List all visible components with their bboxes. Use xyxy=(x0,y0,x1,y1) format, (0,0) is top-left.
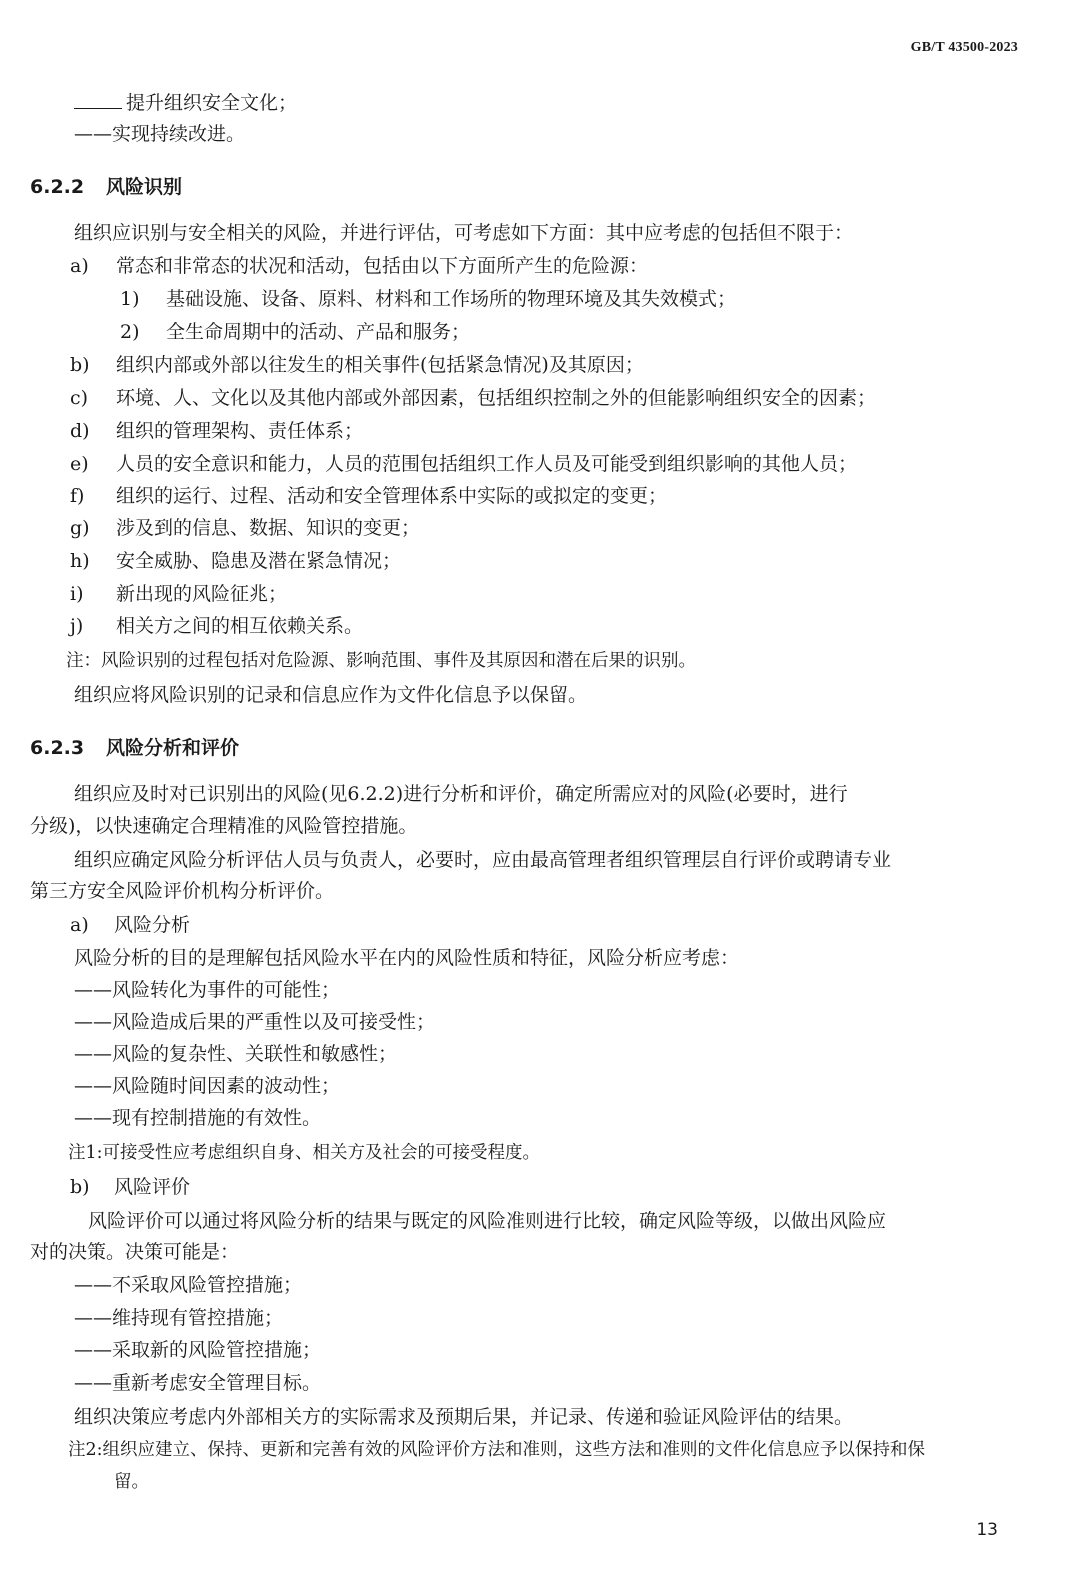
list-item: i) 新出现的风险征兆； xyxy=(70,583,288,605)
list-item: ——实现持续改进。 xyxy=(74,123,246,145)
subsection-heading: b) 风险评价 xyxy=(70,1176,191,1198)
standard-code: GB/T 43500-2023 xyxy=(910,40,1018,55)
note: 留。 xyxy=(114,1472,149,1492)
note: 注：风险识别的过程包括对危险源、影响范围、事件及其原因和潜在后果的识别。 xyxy=(66,651,696,671)
list-item: ——维持现有管控措施； xyxy=(74,1307,284,1329)
paragraph: 风险分析的目的是理解包括风险水平在内的风险性质和特征，风险分析应考虑： xyxy=(74,947,740,969)
list-item: 1) 基础设施、设备、原料、材料和工作场所的物理环境及其失效模式； xyxy=(120,288,737,310)
paragraph: 对的决策。决策可能是： xyxy=(30,1241,240,1263)
list-item: g) 涉及到的信息、数据、知识的变更； xyxy=(70,517,421,539)
subsection-heading: a) 风险分析 xyxy=(70,914,191,936)
list-item: ——风险的复杂性、关联性和敏感性； xyxy=(74,1043,398,1065)
paragraph: 第三方安全风险评价机构分析评价。 xyxy=(30,880,335,902)
list-item: ——风险随时间因素的波动性； xyxy=(74,1075,341,1097)
paragraph: 组织应确定风险分析评估人员与负责人，必要时，应由最高管理者组织管理层自行评价或聘请专业 xyxy=(74,849,892,871)
list-item: d) 组织的管理架构、责任体系； xyxy=(70,420,364,442)
list-item: ——采取新的风险管控措施； xyxy=(74,1339,322,1361)
list-item: ——风险转化为事件的可能性； xyxy=(74,979,341,1001)
list-item: c) 环境、人、文化以及其他内部或外部因素，包括组织控制之外的但能影响组织安全的因素； xyxy=(70,387,877,409)
list-item: 提升组织安全文化； xyxy=(74,90,297,115)
list-item: b) 组织内部或外部以往发生的相关事件(包括紧急情况)及其原因； xyxy=(70,354,644,376)
section-heading-6-2-2: 6.2.2 风险识别 xyxy=(30,176,183,198)
list-item: h) 安全威胁、隐患及潜在紧急情况； xyxy=(70,550,402,572)
paragraph: 组织应将风险识别的记录和信息应作为文件化信息予以保留。 xyxy=(74,684,588,706)
list-item: ——重新考虑安全管理目标。 xyxy=(74,1372,322,1394)
list-item: ——风险造成后果的严重性以及可接受性； xyxy=(74,1011,436,1033)
list-item: f) 组织的运行、过程、活动和安全管理体系中实际的或拟定的变更； xyxy=(70,485,668,507)
paragraph: 组织应识别与安全相关的风险，并进行评估，可考虑如下方面：其中应考虑的包括但不限于： xyxy=(74,222,854,244)
paragraph: 组织决策应考虑内外部相关方的实际需求及预期后果，并记录、传递和验证风险评估的结果。 xyxy=(74,1406,854,1428)
paragraph: 组织应及时对已识别出的风险(见6.2.2)进行分析和评价，确定所需应对的风险(必要时，进行 xyxy=(74,783,848,805)
list-item: e) 人员的安全意识和能力，人员的范围包括组织工作人员及可能受到组织影响的其他人员； xyxy=(70,453,858,475)
list-item: j) 相关方之间的相互依赖关系。 xyxy=(70,615,364,637)
section-heading-6-2-3: 6.2.3 风险分析和评价 xyxy=(30,737,240,759)
list-item: a) 常态和非常态的状况和活动，包括由以下方面所产生的危险源： xyxy=(70,255,649,277)
paragraph: 分级)，以快速确定合理精准的风险管控措施。 xyxy=(30,815,418,837)
page-number: 13 xyxy=(976,1520,998,1540)
note: 注1:可接受性应考虑组织自身、相关方及社会的可接受程度。 xyxy=(68,1143,541,1163)
list-item: 2) 全生命周期中的活动、产品和服务； xyxy=(120,321,471,343)
underline-blank xyxy=(74,90,122,109)
list-item: ——现有控制措施的有效性。 xyxy=(74,1107,322,1129)
note: 注2:组织应建立、保持、更新和完善有效的风险评价方法和准则，这些方法和准则的文件化信息应予以保持和保 xyxy=(68,1440,926,1460)
list-item: ——不采取风险管控措施； xyxy=(74,1274,303,1296)
paragraph: 风险评价可以通过将风险分析的结果与既定的风险准则进行比较，确定风险等级，以做出风险应 xyxy=(88,1210,887,1232)
